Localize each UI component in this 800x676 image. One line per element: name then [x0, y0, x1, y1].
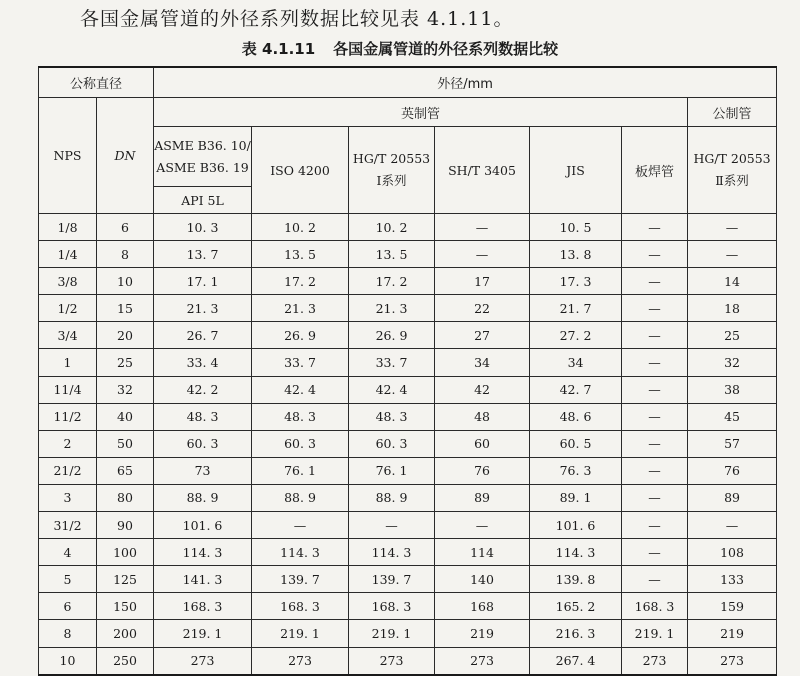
cell-iso: 219. 1 [252, 620, 349, 647]
cell-dn: 50 [97, 430, 154, 457]
cell-nps: 1/4 [39, 241, 97, 268]
cell-jis: 13. 8 [530, 241, 622, 268]
table-caption [0, 38, 800, 59]
cell-asme-api: 48. 3 [154, 403, 252, 430]
cell-hgt-series1: 26. 9 [349, 322, 435, 349]
cell-iso: — [252, 512, 349, 539]
cell-hgt-series2: 219 [688, 620, 777, 647]
cell-hgt-series1: 48. 3 [349, 403, 435, 430]
cell-dn: 80 [97, 484, 154, 511]
cell-asme-api: 17. 1 [154, 268, 252, 295]
cell-dn: 125 [97, 566, 154, 593]
outer-diameter-header: 外径/mm [154, 67, 777, 98]
cell-jis: 10. 5 [530, 214, 622, 241]
cell-jis: 216. 3 [530, 620, 622, 647]
cell-iso: 60. 3 [252, 430, 349, 457]
table-row [39, 430, 777, 457]
table-row [39, 403, 777, 430]
cell-welded: — [622, 241, 688, 268]
cell-nps: 6 [39, 593, 97, 620]
welded-pipe-header: 板焊管 [622, 127, 688, 214]
cell-hgt-series1: 273 [349, 647, 435, 675]
jis-header: JIS [530, 127, 622, 214]
cell-iso: 88. 9 [252, 484, 349, 511]
cell-hgt-series2: 57 [688, 430, 777, 457]
cell-sht: 273 [435, 647, 530, 675]
table-title: 各国金属管道的外径系列数据比较 [333, 40, 559, 58]
cell-sht: — [435, 512, 530, 539]
cell-iso: 273 [252, 647, 349, 675]
cell-iso: 114. 3 [252, 539, 349, 566]
cell-hgt-series1: 168. 3 [349, 593, 435, 620]
cell-hgt-series1: — [349, 512, 435, 539]
cell-nps: 1 [39, 349, 97, 376]
cell-hgt-series1: 114. 3 [349, 539, 435, 566]
cell-iso: 21. 3 [252, 295, 349, 322]
cell-welded: — [622, 539, 688, 566]
cell-nps: 2 [39, 430, 97, 457]
cell-iso: 139. 7 [252, 566, 349, 593]
cell-hgt-series1: 139. 7 [349, 566, 435, 593]
cell-asme-api: 60. 3 [154, 430, 252, 457]
imperial-pipe-header: 英制管 [154, 98, 688, 127]
nps-header: NPS [39, 98, 97, 214]
cell-welded: — [622, 403, 688, 430]
cell-dn: 40 [97, 403, 154, 430]
table-row [39, 295, 777, 322]
table-row [39, 241, 777, 268]
cell-iso: 33. 7 [252, 349, 349, 376]
cell-jis: 101. 6 [530, 512, 622, 539]
cell-hgt-series2: — [688, 512, 777, 539]
cell-welded: — [622, 376, 688, 403]
table-number: 表 4.1.11 [241, 40, 316, 58]
dn-header: DN [97, 98, 154, 214]
cell-sht: — [435, 241, 530, 268]
cell-welded: — [622, 295, 688, 322]
cell-nps: 5 [39, 566, 97, 593]
cell-hgt-series2: 133 [688, 566, 777, 593]
cell-hgt-series2: 32 [688, 349, 777, 376]
cell-iso: 48. 3 [252, 403, 349, 430]
cell-dn: 90 [97, 512, 154, 539]
hgt-series1-line1: HG/T 20553 [352, 151, 431, 166]
cell-iso: 42. 4 [252, 376, 349, 403]
sht-header: SH/T 3405 [435, 127, 530, 214]
cell-welded: — [622, 322, 688, 349]
iso-header: ISO 4200 [252, 127, 349, 214]
cell-jis: 48. 6 [530, 403, 622, 430]
cell-iso: 13. 5 [252, 241, 349, 268]
cell-asme-api: 141. 3 [154, 566, 252, 593]
cell-hgt-series2: 273 [688, 647, 777, 675]
asme-header [154, 127, 252, 187]
cell-asme-api: 26. 7 [154, 322, 252, 349]
hgt-series1-header [349, 127, 435, 214]
cell-hgt-series2: 18 [688, 295, 777, 322]
cell-asme-api: 219. 1 [154, 620, 252, 647]
cell-sht: 48 [435, 403, 530, 430]
cell-asme-api: 101. 6 [154, 512, 252, 539]
asme-header-line1: ASME B36. 10/ [154, 137, 251, 153]
table-row [39, 349, 777, 376]
cell-hgt-series1: 88. 9 [349, 484, 435, 511]
table-row [39, 214, 777, 241]
nominal-diameter-header: 公称直径 [39, 67, 154, 98]
cell-asme-api: 42. 2 [154, 376, 252, 403]
cell-jis: 34 [530, 349, 622, 376]
cell-sht: — [435, 214, 530, 241]
api-header: API 5L [154, 187, 252, 214]
table-row [39, 593, 777, 620]
cell-sht: 22 [435, 295, 530, 322]
cell-jis: 27. 2 [530, 322, 622, 349]
table-row [39, 376, 777, 403]
metric-pipe-header: 公制管 [688, 98, 777, 127]
cell-welded: — [622, 214, 688, 241]
cell-jis: 267. 4 [530, 647, 622, 675]
cell-welded: 219. 1 [622, 620, 688, 647]
cell-hgt-series1: 17. 2 [349, 268, 435, 295]
cell-jis: 165. 2 [530, 593, 622, 620]
cell-sht: 42 [435, 376, 530, 403]
table-row [39, 512, 777, 539]
cell-welded: — [622, 457, 688, 484]
cell-welded: — [622, 349, 688, 376]
table-row [39, 566, 777, 593]
cell-sht: 60 [435, 430, 530, 457]
cell-hgt-series1: 21. 3 [349, 295, 435, 322]
cell-nps: 3 [39, 484, 97, 511]
cell-hgt-series1: 76. 1 [349, 457, 435, 484]
cell-dn: 150 [97, 593, 154, 620]
cell-dn: 100 [97, 539, 154, 566]
cell-dn: 6 [97, 214, 154, 241]
cell-hgt-series1: 13. 5 [349, 241, 435, 268]
cell-hgt-series2: 108 [688, 539, 777, 566]
cell-asme-api: 13. 7 [154, 241, 252, 268]
cell-nps: 3/8 [39, 268, 97, 295]
table-row [39, 268, 777, 295]
cell-jis: 60. 5 [530, 430, 622, 457]
cell-asme-api: 168. 3 [154, 593, 252, 620]
cell-nps: 8 [39, 620, 97, 647]
cell-nps: 11/2 [39, 403, 97, 430]
cell-welded: — [622, 268, 688, 295]
cell-hgt-series2: 76 [688, 457, 777, 484]
cell-welded: 273 [622, 647, 688, 675]
cell-hgt-series1: 60. 3 [349, 430, 435, 457]
cell-nps: 11/4 [39, 376, 97, 403]
cell-iso: 26. 9 [252, 322, 349, 349]
cell-dn: 200 [97, 620, 154, 647]
cell-asme-api: 114. 3 [154, 539, 252, 566]
cell-dn: 32 [97, 376, 154, 403]
cell-iso: 76. 1 [252, 457, 349, 484]
cell-nps: 3/4 [39, 322, 97, 349]
cell-sht: 89 [435, 484, 530, 511]
cell-jis: 114. 3 [530, 539, 622, 566]
table-row [39, 620, 777, 647]
cell-welded: 168. 3 [622, 593, 688, 620]
cell-asme-api: 21. 3 [154, 295, 252, 322]
cell-jis: 17. 3 [530, 268, 622, 295]
cell-nps: 1/8 [39, 214, 97, 241]
table-row [39, 457, 777, 484]
cell-welded: — [622, 512, 688, 539]
cell-sht: 27 [435, 322, 530, 349]
cell-jis: 21. 7 [530, 295, 622, 322]
cell-dn: 250 [97, 647, 154, 675]
table-body [39, 214, 777, 675]
cell-sht: 34 [435, 349, 530, 376]
cell-sht: 17 [435, 268, 530, 295]
cell-asme-api: 10. 3 [154, 214, 252, 241]
cell-hgt-series2: — [688, 241, 777, 268]
cell-hgt-series2: 89 [688, 484, 777, 511]
table-row [39, 539, 777, 566]
hgt-series1-line2: Ⅰ系列 [376, 173, 407, 188]
table-row [39, 322, 777, 349]
cell-iso: 168. 3 [252, 593, 349, 620]
asme-header-line2: ASME B36. 19 [156, 159, 249, 175]
cell-hgt-series2: 14 [688, 268, 777, 295]
cell-hgt-series2: 45 [688, 403, 777, 430]
cell-nps: 31/2 [39, 512, 97, 539]
cell-nps: 4 [39, 539, 97, 566]
cell-jis: 76. 3 [530, 457, 622, 484]
cell-hgt-series2: 25 [688, 322, 777, 349]
cell-sht: 76 [435, 457, 530, 484]
cell-dn: 25 [97, 349, 154, 376]
cell-sht: 219 [435, 620, 530, 647]
cell-dn: 10 [97, 268, 154, 295]
cell-sht: 114 [435, 539, 530, 566]
cell-jis: 42. 7 [530, 376, 622, 403]
cell-dn: 65 [97, 457, 154, 484]
cell-hgt-series1: 42. 4 [349, 376, 435, 403]
intro-text: 各国金属管道的外径系列数据比较见表 4.1.11。 [80, 8, 514, 30]
cell-iso: 17. 2 [252, 268, 349, 295]
cell-asme-api: 273 [154, 647, 252, 675]
cell-welded: — [622, 430, 688, 457]
cell-asme-api: 33. 4 [154, 349, 252, 376]
cell-iso: 10. 2 [252, 214, 349, 241]
hgt-series2-line1: HG/T 20553 [693, 151, 771, 166]
cell-dn: 20 [97, 322, 154, 349]
cell-asme-api: 88. 9 [154, 484, 252, 511]
cell-welded: — [622, 566, 688, 593]
cell-hgt-series2: 159 [688, 593, 777, 620]
cell-dn: 15 [97, 295, 154, 322]
table-row [39, 647, 777, 675]
cell-jis: 139. 8 [530, 566, 622, 593]
hgt-series2-header [688, 127, 777, 214]
cell-welded: — [622, 484, 688, 511]
cell-asme-api: 73 [154, 457, 252, 484]
table-row [39, 484, 777, 511]
hgt-series2-line2: Ⅱ系列 [715, 173, 749, 188]
cell-sht: 168 [435, 593, 530, 620]
cell-dn: 8 [97, 241, 154, 268]
cell-nps: 1/2 [39, 295, 97, 322]
cell-hgt-series1: 219. 1 [349, 620, 435, 647]
cell-nps: 10 [39, 647, 97, 675]
cell-hgt-series2: — [688, 214, 777, 241]
pipe-od-table [38, 66, 777, 676]
cell-hgt-series1: 10. 2 [349, 214, 435, 241]
cell-hgt-series2: 38 [688, 376, 777, 403]
cell-hgt-series1: 33. 7 [349, 349, 435, 376]
cell-jis: 89. 1 [530, 484, 622, 511]
cell-nps: 21/2 [39, 457, 97, 484]
cell-sht: 140 [435, 566, 530, 593]
